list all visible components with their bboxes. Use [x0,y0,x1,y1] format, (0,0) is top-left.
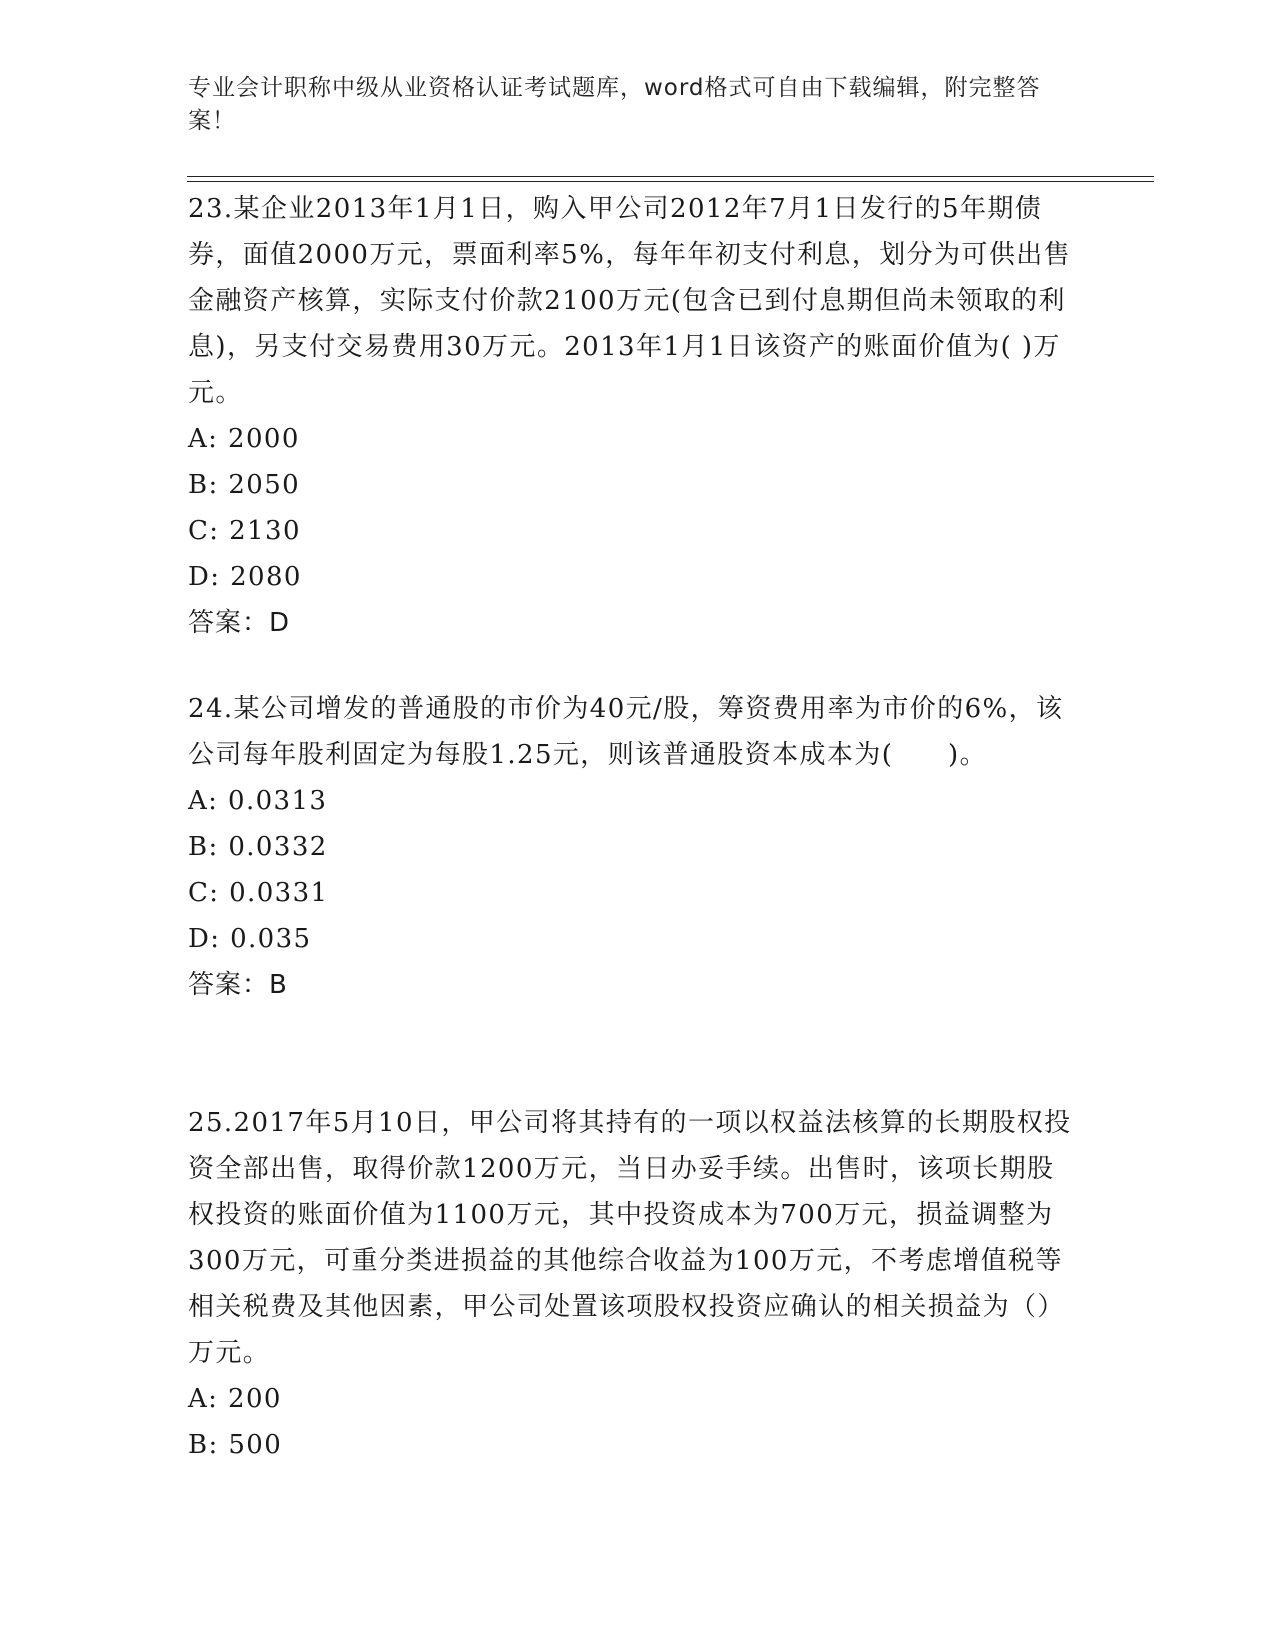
document-header: 专业会计职称中级从业资格认证考试题库，word格式可自由下载编辑，附完整答案！ [188,75,1041,134]
question-stem: 25.2017年5月10日，甲公司将其持有的一项以权益法核算的长期股权投资全部出售，取得价款1200万元，当日办妥手续。出售时，该项长期股权投资的账面价值为1100万元，其中投资成本为700万元，损益调整为300万元，可重分类进损益的其他综合收益为100万元，不考虑增值税等相关税费及其他因素，甲公司处置该项股权投资应确认的相关损益为（）万元。 [188,1108,1072,1368]
option-b: B: 0.0332 [188,832,328,862]
header-rule-top [187,176,1154,177]
question-24 [188,686,1078,1008]
option-a: A: 2000 [188,424,300,454]
question-stem: 24.某公司增发的普通股的市价为40元/股，筹资费用率为市价的6%，该公司每年股利固定为每股1.25元，则该普通股资本成本为( )。 [188,694,1064,770]
option-b: B: 500 [188,1430,283,1460]
answer: 答案：D [188,608,291,638]
option-a: A: 200 [188,1384,282,1414]
question-stem: 23.某企业2013年1月1日，购入甲公司2012年7月1日发行的5年期债券，面值2000万元，票面利率5%，每年年初支付利息，划分为可供出售金融资产核算，实际支付价款2100万元(包含已到付息期但尚未领取的利息)，另支付交易费用30万元。2013年1月1日该资产的账面价值为( )万元。 [188,194,1072,408]
answer: 答案：B [188,970,288,1000]
question-23 [188,186,1078,646]
option-d: D: 0.035 [188,924,312,954]
question-25 [188,1100,1078,1468]
header-rule-bottom [187,181,1154,182]
option-c: C: 0.0331 [188,878,329,908]
option-b: B: 2050 [188,470,301,500]
option-c: C: 2130 [188,516,301,546]
option-a: A: 0.0313 [188,786,328,816]
option-d: D: 2080 [188,562,302,592]
